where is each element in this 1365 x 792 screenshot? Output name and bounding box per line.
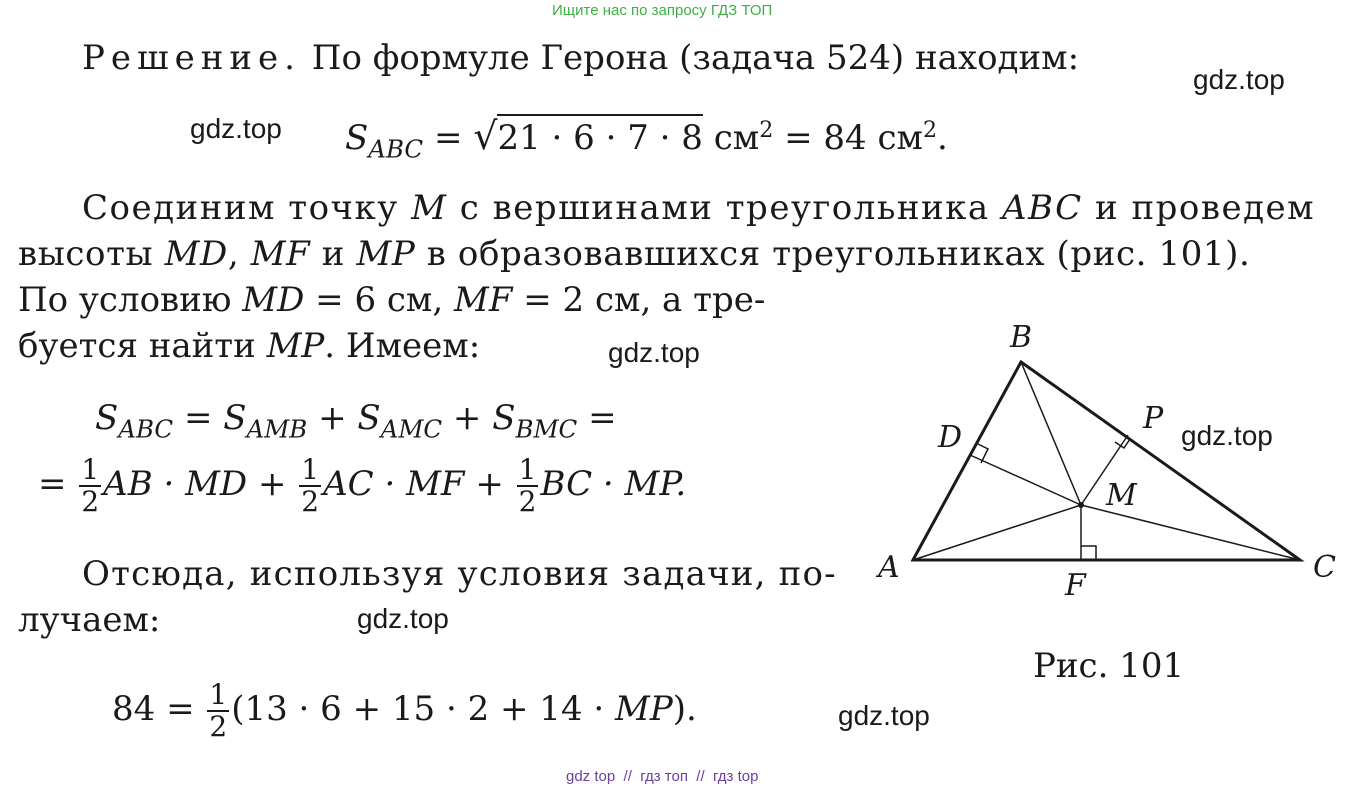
para4-line1: Отсюда, используя условия задачи, по- bbox=[82, 554, 837, 594]
eq1-op3: + S bbox=[452, 398, 516, 438]
p3-l2-b: . Имеем: bbox=[324, 326, 481, 366]
label-p: P bbox=[1143, 401, 1164, 436]
p2-MD: MD bbox=[164, 234, 228, 274]
sqrt-sign: √ bbox=[473, 114, 498, 159]
fraction-half-2 bbox=[299, 455, 321, 517]
eq1-op1: = S bbox=[183, 398, 247, 438]
heron-s: S bbox=[345, 118, 369, 159]
solution-intro-line bbox=[82, 36, 1079, 80]
p2-text-c: и проведем bbox=[1095, 188, 1316, 228]
watermark: gdz.top bbox=[357, 603, 449, 634]
eq1-sub3: AMC bbox=[380, 414, 443, 444]
frac1-num: 1 bbox=[81, 453, 100, 486]
heron-sqrt-body: 21 · 6 · 7 · 8 bbox=[497, 114, 702, 158]
p2-text-a: Соединим точку bbox=[82, 188, 399, 228]
heron-end: . bbox=[937, 118, 948, 159]
triangle-abc bbox=[913, 362, 1300, 560]
eq1-sub2: AMB bbox=[246, 414, 308, 444]
eq3-lhs: 84 = bbox=[112, 689, 195, 729]
p2-M: M bbox=[411, 188, 448, 228]
label-m: M bbox=[1106, 478, 1137, 513]
solution-intro-rest: По формуле Герона (задача 524) находим: bbox=[311, 38, 1080, 78]
para4-line2: лучаем: bbox=[18, 600, 161, 640]
watermark: gdz.top bbox=[608, 337, 700, 368]
p3-MD: MD bbox=[242, 280, 305, 320]
eq2-eq: = bbox=[38, 464, 67, 504]
p2-l2-d: в образовавшихся треугольниках (рис. 101). bbox=[426, 234, 1251, 274]
p2-MF: MF bbox=[250, 234, 311, 274]
watermark: gdz.top bbox=[190, 113, 282, 144]
label-c: C bbox=[1313, 550, 1336, 585]
eq3-MP: MP bbox=[615, 689, 673, 729]
top-banner[interactable]: Ищите нас по запросу ГДЗ ТОП bbox=[552, 2, 773, 19]
frac1-den: 2 bbox=[81, 485, 100, 518]
p3-MF: MF bbox=[454, 280, 513, 320]
para3-line2 bbox=[18, 324, 480, 368]
right-angle-d bbox=[978, 444, 988, 463]
figure-caption: Рис. 101 bbox=[1033, 646, 1185, 686]
half-products-equation bbox=[38, 455, 686, 517]
heron-sup-2: 2 bbox=[922, 117, 938, 143]
watermark: gdz.top bbox=[838, 700, 930, 731]
watermark: gdz.top bbox=[1181, 420, 1273, 451]
label-f: F bbox=[1065, 568, 1086, 603]
segment-md bbox=[970, 455, 1081, 505]
fraction-half-4 bbox=[207, 680, 229, 742]
right-angle-f bbox=[1081, 546, 1096, 560]
frac2-den: 2 bbox=[301, 485, 320, 518]
p2-l2-a: высоты bbox=[18, 234, 154, 274]
heron-s-sub: ABC bbox=[368, 134, 424, 164]
watermark: gdz.top bbox=[1193, 64, 1285, 95]
para2-line2 bbox=[18, 232, 1250, 276]
p2-text-b: с вершинами треугольника bbox=[459, 188, 990, 228]
fraction-half-3 bbox=[517, 455, 539, 517]
para3-line1 bbox=[18, 278, 765, 322]
frac4-num: 1 bbox=[209, 678, 228, 711]
heron-eq: = bbox=[433, 118, 463, 159]
frac3-num: 1 bbox=[518, 453, 537, 486]
p2-ABC: ABC bbox=[1002, 188, 1083, 228]
solution-word: Решение. bbox=[82, 38, 301, 78]
p2-and: и bbox=[321, 234, 346, 274]
eq2-t1: AB · MD + bbox=[103, 464, 287, 504]
eq2-t3: BC · MP. bbox=[540, 464, 687, 504]
final-equation bbox=[112, 680, 697, 742]
heron-result: = 84 см bbox=[784, 118, 923, 159]
p3-MP: MP bbox=[266, 326, 325, 366]
heron-unit: см bbox=[713, 118, 760, 159]
eq1-op4: = bbox=[588, 398, 617, 438]
frac3-den: 2 bbox=[518, 485, 537, 518]
eq1-s: S bbox=[95, 398, 119, 438]
eq3-rhs: (13 · 6 + 15 · 2 + 14 · bbox=[231, 689, 605, 729]
eq1-op2: + S bbox=[318, 398, 381, 438]
eq1-sub1: ABC bbox=[118, 414, 174, 444]
fraction-half-1 bbox=[79, 455, 101, 517]
eq2-t2: AC · MF + bbox=[323, 464, 504, 504]
triangle-figure bbox=[860, 315, 1360, 615]
label-a: A bbox=[878, 550, 900, 585]
p3-a: По условию bbox=[18, 280, 232, 320]
label-b: B bbox=[1010, 320, 1033, 355]
p3-b: = 6 см, bbox=[315, 280, 444, 320]
para2-line1 bbox=[82, 186, 1315, 230]
heron-formula bbox=[345, 108, 948, 172]
p3-c: = 2 см, а тре- bbox=[523, 280, 766, 320]
heron-sup-1: 2 bbox=[759, 117, 774, 143]
p2-comma: , bbox=[227, 234, 240, 274]
p3-l2-a: буется найти bbox=[18, 326, 256, 366]
p2-MP: MP bbox=[356, 234, 416, 274]
point-m bbox=[1078, 502, 1084, 508]
frac4-den: 2 bbox=[209, 710, 228, 743]
eq3-end: ). bbox=[672, 689, 697, 729]
label-d: D bbox=[938, 420, 963, 455]
eq1-sub4: BMC bbox=[515, 414, 578, 444]
frac2-num: 1 bbox=[301, 453, 320, 486]
segment-cm bbox=[1081, 505, 1300, 560]
footer-links[interactable]: gdz top // гдз топ // гдз top bbox=[566, 768, 759, 785]
area-sum-equation bbox=[95, 396, 617, 452]
